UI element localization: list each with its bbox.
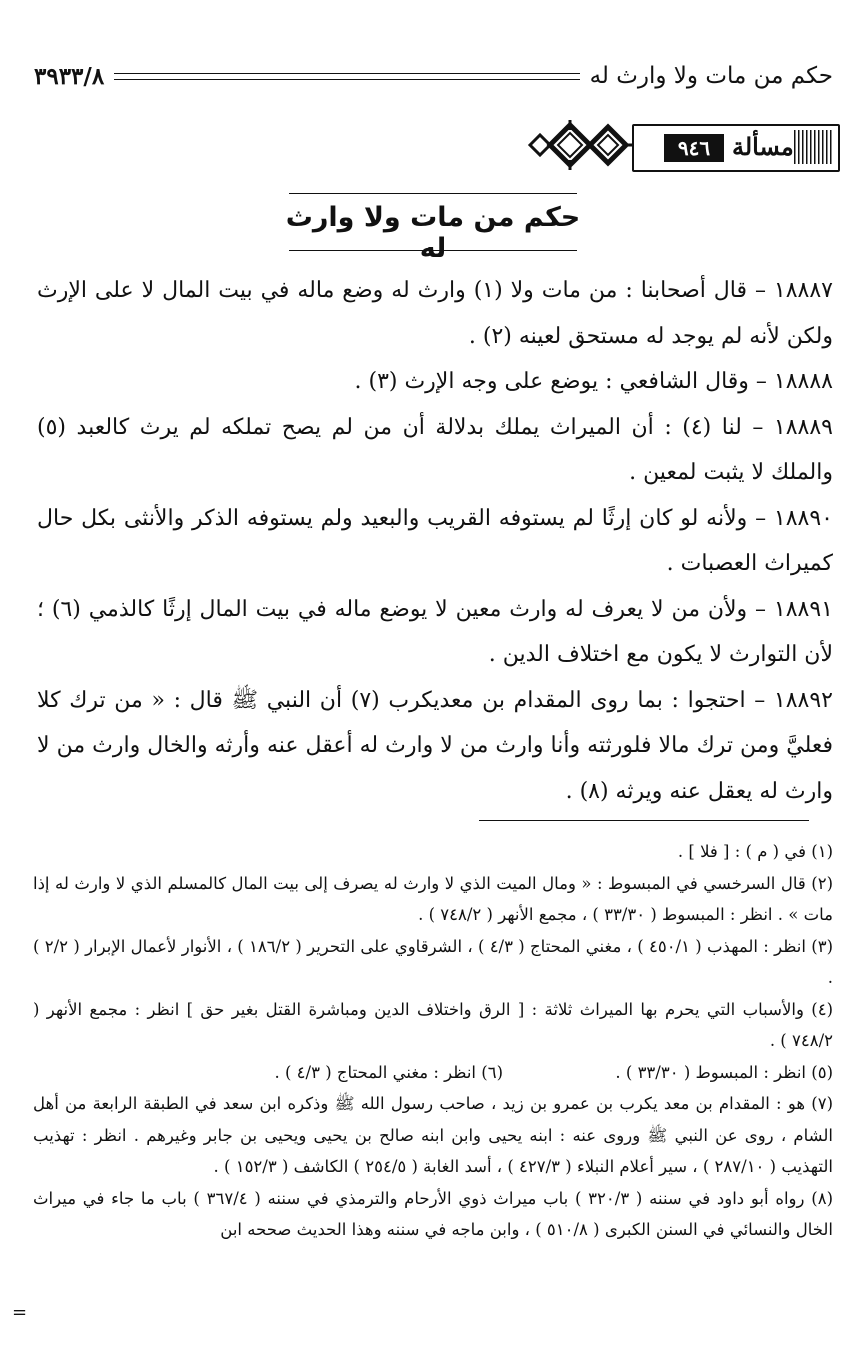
paragraph: ١٨٨٩٢ – احتجوا : بما روى المقدام بن معديكرب (٧) أن النبي ﷺ قال : « من ترك كلا فعليَّ ومن ترك مالا فلورثته وأنا وارث من لا وارث له أعقل عنه وأرثه والخال وارث من لا وارث له يعقل عنه ويرثه (٨) . [37,687,833,804]
header-double-rule [114,73,579,80]
masala-number: ٩٤٦ [664,134,724,162]
running-title: حكم من مات ولا وارث له [589,63,833,89]
chapter-title: حكم من مات ولا وارث له [285,202,581,264]
footnotes [33,836,833,1246]
hatch-decoration [794,130,832,164]
footnote: (٢) قال السرخسي في المبسوط : « ومال الميت الذي لا وارث له يصرف إلى بيت المال كالمسلم الذي لا وارث له إذا مات » . انظر : المبسوط ( ٣٣/٣٠ ) ، مجمع الأنهر ( ٧٤٨/٢ ) . [33,873,833,924]
footnote-separator [479,820,809,821]
paragraph: ١٨٨٨٧ – قال أصحابنا : من مات ولا (١) وارث له وضع ماله في بيت المال لا على الإرث ولكن لأنه لم يوجد له مستحق لعينه (٢) . [37,278,833,349]
footnote: (٧) هو : المقدام بن معد يكرب بن عمرو بن زيد ، صاحب رسول الله ﷺ وذكره ابن سعد في الطبقة الرابعة من أهل الشام ، روى عن النبي ﷺ وروى عنه : ابنه يحيى وابن ابنه صالح بن يحيى ويحيى بن جابر وغيرهم . انظر : تهذيب التهذيب ( ٢٨٧/١٠ ) ، سير أعلام النبلاء ( ٤٢٧/٣ ) ، أسد الغابة ( ٢٥٤/٥ ) الكاشف ( ١٥٢/٣ ) . [33,1094,833,1176]
continuation-mark: = [12,1302,28,1323]
footnote: (٣) انظر : المهذب ( ٤٥٠/١ ) ، مغني المحتاج ( ٤/٣ ) ، الشرقاوي على التحرير ( ١٨٦/٢ ) ، الأنوار لأعمال الإبرار ( ٢/٢ ) . [33,936,833,987]
main-text [37,268,833,814]
paragraph: ١٨٨٩١ – ولأن من لا يعرف له وارث معين لا يوضع ماله في بيت المال إرثًا كالذمي (٦) ؛ لأن التوارث لا يكون مع اختلاف الدين . [37,596,833,667]
page-number: ٣٩٣٣/٨ [34,62,105,90]
running-header [34,58,833,94]
ornament-icon [526,118,638,172]
footnote: (٥) انظر : المبسوط ( ٣٣/٣٠ ) . [615,1062,833,1082]
footnote: (٦) انظر : مغني المحتاج ( ٤/٣ ) . [274,1062,503,1082]
footnote: (٤) والأسباب التي يحرم بها الميراث ثلاثة : [ الرق واختلاف الدين ومباشرة القتل بغير حق ] انظر : مجمع الأنهر ( ٧٤٨/٢ ) . [33,999,833,1050]
masala-box [632,124,840,172]
masala-bar [526,118,836,172]
footnote: (١) في ( م ) : [ فلا ] . [677,842,833,861]
paragraph: ١٨٨٨٩ – لنا (٤) : أن الميراث يملك بدلالة أن من لم يصح تملكه لم يرث كالعبد (٥) والملك لا يثبت لمعين . [37,414,833,485]
title-rule-bottom [289,250,577,251]
paragraph: ١٨٨٩٠ – ولأنه لو كان إرثًا لم يستوفه القريب والبعيد ولم يستوفه الذكر والأنثى بكل حال كميراث العصبات . [37,505,833,576]
title-rule-top [289,193,577,194]
footnote-pair [33,1057,833,1089]
footnote: (٨) رواه أبو داود في سننه ( ٣٢٠/٣ ) باب ميراث ذوي الأرحام والترمذي في سننه ( ٣٦٧/٤ ) باب ما جاء في ميراث الخال والنسائي في السنن الكبرى ( ٥١٠/٨ ) ، وابن ماجه في سننه وهذا الحديث صححه ابن [33,1188,833,1239]
masala-label: مسألة [732,132,794,161]
paragraph: ١٨٨٨٨ – وقال الشافعي : يوضع على وجه الإرث (٣) . [354,369,833,394]
